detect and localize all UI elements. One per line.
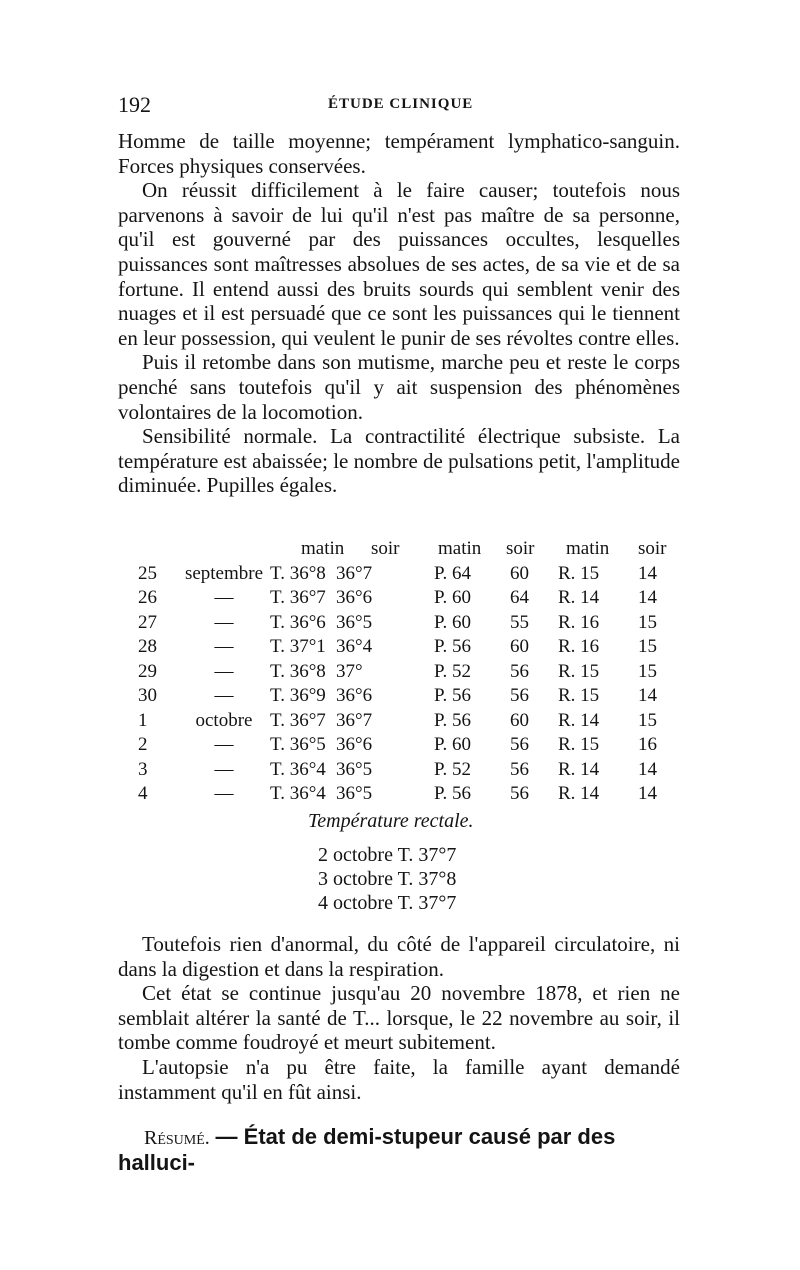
temp-evening-cell: 36°4 bbox=[336, 636, 373, 657]
column-header: matin bbox=[438, 538, 482, 559]
pulse-evening-cell: 56 bbox=[510, 685, 529, 706]
temp-evening-cell: 36°6 bbox=[336, 685, 373, 706]
temp-evening-cell: 36°5 bbox=[336, 783, 373, 804]
day-cell: 3 bbox=[138, 758, 148, 780]
column-header: soir bbox=[371, 538, 400, 559]
temp-evening-cell: 36°7 bbox=[336, 562, 373, 584]
temp-morning-cell: T. 36°7 bbox=[270, 587, 326, 608]
temp-morning-cell: T. 36°8 bbox=[270, 562, 326, 584]
resp-morning-cell: R. 14 bbox=[558, 709, 600, 731]
paragraph: Toutefois rien d'anormal, du côté de l'appareil circulatoire, ni dans la digestion et dans la respiration. bbox=[118, 932, 680, 981]
day-cell: 26 bbox=[138, 587, 157, 608]
text-block-top bbox=[118, 129, 680, 498]
resp-evening-cell: 14 bbox=[638, 587, 657, 608]
table-row bbox=[118, 587, 688, 612]
day-cell: 28 bbox=[138, 636, 157, 657]
paragraph: On réussit difficilement à le faire causer; toutefois nous parvenons à savoir de lui qu'il n'est pas maître de sa personne, qu'il est gouverné par des puissances occultes, lesquelles puissances sont maîtresses absolues de ses actes, de sa vie et de sa fortune. Il entend aussi des bruits sourds qui semblent venir des nuages et il est persuadé que ce sont les puissances qui le tiennent en leur possession, qui veulent le punir de ses révoltes contre elles. bbox=[118, 178, 680, 350]
resp-evening-cell: 15 bbox=[638, 611, 657, 633]
day-cell: 25 bbox=[138, 562, 157, 584]
pulse-morning-cell: P. 60 bbox=[434, 587, 471, 608]
resp-evening-cell: 14 bbox=[638, 685, 657, 706]
month-cell: — bbox=[214, 734, 234, 755]
temp-morning-cell: T. 37°1 bbox=[270, 636, 326, 657]
pulse-morning-cell: P. 52 bbox=[434, 758, 471, 780]
table-body bbox=[118, 563, 688, 808]
column-header: soir bbox=[506, 538, 535, 559]
temp-morning-cell: T. 36°4 bbox=[270, 783, 326, 804]
pulse-evening-cell: 60 bbox=[510, 562, 529, 584]
pulse-morning-cell: P. 56 bbox=[434, 636, 471, 657]
month-cell: — bbox=[214, 636, 234, 657]
rectal-title: Température rectale. bbox=[308, 810, 474, 832]
resp-morning-cell: R. 15 bbox=[558, 734, 600, 755]
day-cell: 4 bbox=[138, 783, 148, 804]
temp-evening-cell: 36°6 bbox=[336, 587, 373, 608]
temp-morning-cell: T. 36°4 bbox=[270, 758, 326, 780]
table-row bbox=[118, 612, 688, 637]
paragraph: Puis il retombe dans son mutisme, marche peu et reste le corps penché sans toutefois qu'il y ait suspension des phénomènes volontaires de la locomotion. bbox=[118, 350, 680, 424]
resp-evening-cell: 14 bbox=[638, 562, 657, 584]
pulse-evening-cell: 56 bbox=[510, 734, 529, 755]
pulse-evening-cell: 55 bbox=[510, 611, 529, 633]
day-cell: 29 bbox=[138, 660, 157, 682]
temp-morning-cell: T. 36°9 bbox=[270, 685, 326, 706]
paragraph: Homme de taille moyenne; tempérament lymphatico-sanguin. Forces physiques conservées. bbox=[118, 129, 680, 178]
temp-evening-cell: 36°6 bbox=[336, 734, 373, 755]
pulse-morning-cell: P. 52 bbox=[434, 660, 471, 682]
resp-evening-cell: 15 bbox=[638, 660, 657, 682]
column-header: matin bbox=[301, 538, 345, 559]
pulse-evening-cell: 64 bbox=[510, 587, 529, 608]
pulse-evening-cell: 60 bbox=[510, 709, 529, 731]
resp-morning-cell: R. 15 bbox=[558, 685, 600, 706]
day-cell: 2 bbox=[138, 734, 148, 755]
table-header-row bbox=[118, 538, 688, 563]
month-cell: — bbox=[214, 611, 234, 633]
resume-label: Résumé. bbox=[144, 1127, 210, 1149]
pulse-evening-cell: 60 bbox=[510, 636, 529, 657]
pulse-morning-cell: P. 56 bbox=[434, 783, 471, 804]
pulse-morning-cell: P. 56 bbox=[434, 685, 471, 706]
pulse-morning-cell: P. 56 bbox=[434, 709, 471, 731]
column-header: soir bbox=[638, 538, 667, 559]
pulse-morning-cell: P. 64 bbox=[434, 562, 471, 584]
temp-evening-cell: 36°5 bbox=[336, 611, 373, 633]
paragraph: L'autopsie n'a pu être faite, la famille ayant demandé instamment qu'il en fût ainsi. bbox=[118, 1054, 680, 1104]
pulse-evening-cell: 56 bbox=[510, 660, 529, 682]
resp-evening-cell: 16 bbox=[638, 734, 657, 755]
month-cell: octobre bbox=[195, 709, 253, 731]
resp-morning-cell: R. 14 bbox=[558, 783, 600, 804]
resp-morning-cell: R. 15 bbox=[558, 660, 600, 682]
resp-morning-cell: R. 14 bbox=[558, 587, 600, 608]
resp-evening-cell: 14 bbox=[638, 783, 657, 804]
paragraph: Sensibilité normale. La contractilité électrique subsiste. La température est abaissée; le nombre de pulsations petit, l'amplitude diminuée. Pupilles égales. bbox=[118, 424, 680, 498]
temp-morning-cell: T. 36°5 bbox=[270, 734, 326, 755]
day-cell: 30 bbox=[138, 685, 157, 706]
text-block-bottom bbox=[118, 932, 680, 1104]
resp-evening-cell: 15 bbox=[638, 636, 657, 657]
pulse-morning-cell: P. 60 bbox=[434, 611, 471, 633]
table-row bbox=[118, 759, 688, 784]
table-row bbox=[118, 661, 688, 686]
temp-morning-cell: T. 36°6 bbox=[270, 611, 326, 633]
temp-morning-cell: T. 36°7 bbox=[270, 709, 326, 731]
table-row bbox=[118, 636, 688, 661]
pulse-evening-cell: 56 bbox=[510, 783, 529, 804]
table-row bbox=[118, 563, 688, 588]
page-number: 192 bbox=[118, 92, 151, 117]
temp-evening-cell: 36°7 bbox=[336, 709, 373, 731]
day-cell: 27 bbox=[138, 611, 157, 633]
rectal-line: 3 octobre T. 37°8 bbox=[318, 868, 457, 890]
rectal-line: 2 octobre T. 37°7 bbox=[318, 844, 457, 866]
resume-line bbox=[118, 1124, 680, 1176]
month-cell: — bbox=[214, 783, 234, 804]
resp-evening-cell: 15 bbox=[638, 709, 657, 731]
resume-text: — État de demi-stupeur causé par des halluci- bbox=[118, 1124, 616, 1175]
resp-morning-cell: R. 16 bbox=[558, 636, 600, 657]
resp-morning-cell: R. 15 bbox=[558, 562, 600, 584]
paragraph: Cet état se continue jusqu'au 20 novembre 1878, et rien ne semblait altérer la santé de T... lorsque, le 22 novembre au soir, il tombe comme foudroyé et meurt subitement. bbox=[118, 981, 680, 1055]
rectal-line: 4 octobre T. 37°7 bbox=[318, 892, 457, 914]
column-header: matin bbox=[566, 538, 610, 559]
table-row bbox=[118, 734, 688, 759]
month-cell: — bbox=[214, 758, 234, 780]
pulse-morning-cell: P. 60 bbox=[434, 734, 471, 755]
month-cell: — bbox=[214, 587, 234, 608]
vitals-table bbox=[118, 538, 688, 808]
month-cell: — bbox=[214, 685, 234, 706]
pulse-evening-cell: 56 bbox=[510, 758, 529, 780]
month-cell: septembre bbox=[184, 562, 264, 584]
table-row bbox=[118, 783, 688, 808]
table-row bbox=[118, 710, 688, 735]
resp-morning-cell: R. 14 bbox=[558, 758, 600, 780]
day-cell: 1 bbox=[138, 709, 148, 731]
resp-morning-cell: R. 16 bbox=[558, 611, 600, 633]
temp-evening-cell: 37° bbox=[336, 660, 363, 682]
table-row bbox=[118, 685, 688, 710]
month-cell: — bbox=[214, 660, 234, 682]
temp-evening-cell: 36°5 bbox=[336, 758, 373, 780]
resp-evening-cell: 14 bbox=[638, 758, 657, 780]
temp-morning-cell: T. 36°8 bbox=[270, 660, 326, 682]
running-title: ÉTUDE CLINIQUE bbox=[328, 96, 474, 112]
page-header bbox=[118, 92, 680, 122]
